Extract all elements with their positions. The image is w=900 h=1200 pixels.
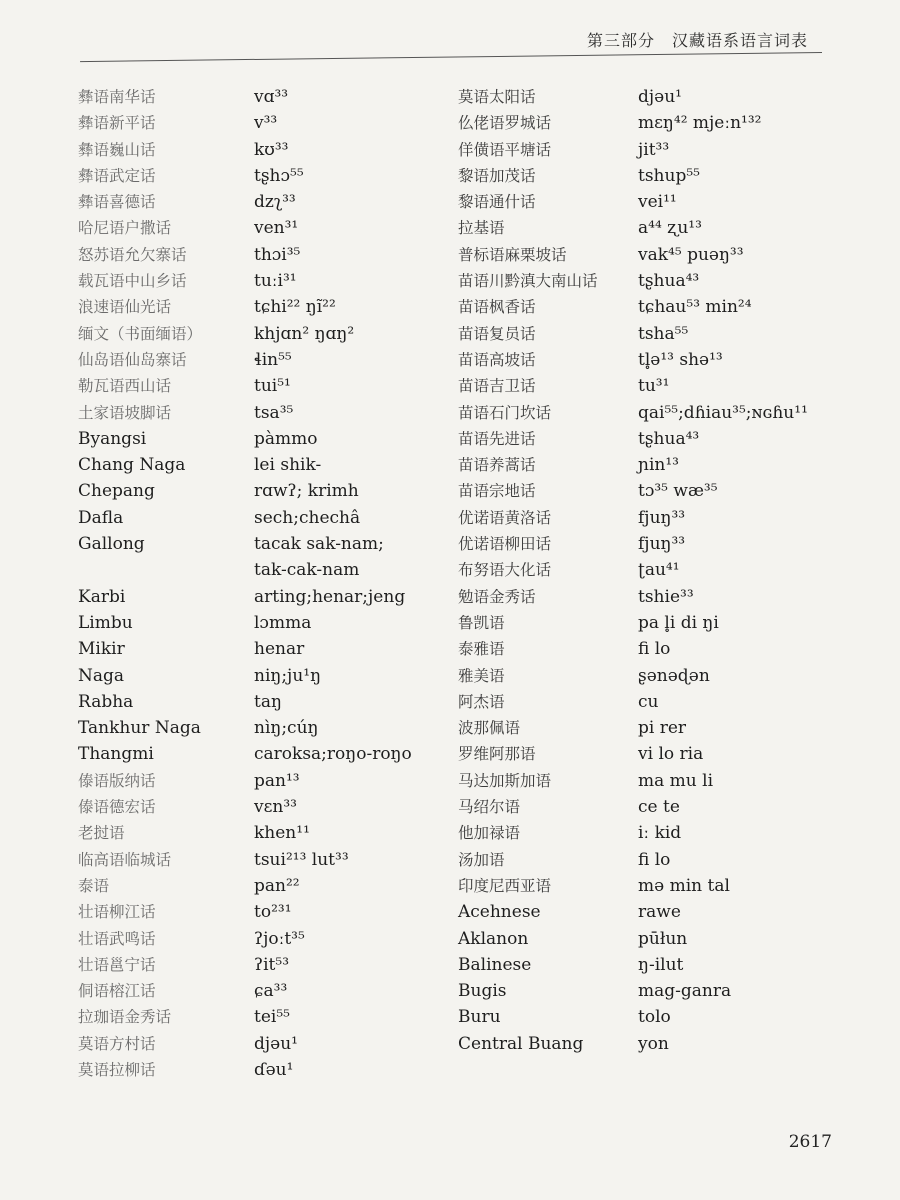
language-name: 哈尼语户撒话: [78, 219, 172, 238]
language-name: Gallong: [78, 534, 145, 555]
vocab-entry: [458, 294, 858, 320]
language-name: 勉语金秀话: [458, 587, 536, 606]
vocab-entry: [458, 321, 858, 347]
vocab-entry: [458, 531, 858, 557]
word-form: tɔ³⁵ wæ³⁵: [638, 481, 718, 502]
word-form: tak-cak-nam: [254, 560, 360, 581]
language-name: Dafla: [78, 507, 124, 528]
word-form: tei⁵⁵: [254, 1007, 290, 1028]
word-form: tɕhi²² ŋĩ²²: [254, 297, 336, 318]
header-rule: [80, 52, 822, 62]
language-name: 普标语麻栗坡话: [458, 245, 567, 264]
word-form: rɑwʔ; krimh: [254, 481, 359, 502]
word-form: tl̥ə¹³ shə¹³: [638, 349, 723, 370]
language-name: 载瓦语中山乡话: [78, 272, 187, 291]
word-form: tsa³⁵: [254, 402, 294, 423]
word-form: khjɑn² ŋɑŋ²: [254, 323, 355, 344]
language-name: Bugis: [458, 981, 507, 1002]
vocab-entry: [458, 505, 858, 531]
language-name: 优诺语黄洛话: [458, 508, 552, 527]
vocab-entry: [458, 452, 858, 478]
word-form: kʊ³³: [254, 139, 289, 160]
vocab-entry: [458, 610, 858, 636]
language-name: 黎语通什话: [458, 193, 536, 212]
word-form: tʂhua⁴³: [638, 271, 700, 292]
language-name: Mikir: [78, 639, 125, 660]
vocab-entry: [458, 636, 858, 662]
language-name: 阿杰语: [458, 692, 505, 711]
language-name: 罗维阿那语: [458, 745, 536, 764]
word-form: yon: [638, 1033, 669, 1054]
language-name: 壮语柳江话: [78, 903, 156, 922]
vocab-entry: [458, 899, 858, 925]
vocab-entry: [458, 84, 858, 110]
word-form: pan²²: [254, 875, 300, 896]
language-name: 苗语先进话: [458, 429, 536, 448]
language-name: 泰语: [78, 876, 110, 895]
language-name: 他加禄语: [458, 824, 521, 843]
language-name: 彝语巍山话: [78, 140, 156, 159]
vocab-entry: [458, 873, 858, 899]
vocab-entry: [458, 478, 858, 504]
vocab-entry: [78, 1057, 598, 1083]
word-form: ma mu li: [638, 770, 714, 791]
word-form: arting;henar;jeng: [254, 586, 406, 607]
word-form: tshie³³: [638, 586, 694, 607]
vocab-entry: [458, 1004, 858, 1030]
language-name: 拉珈语金秀话: [78, 1008, 172, 1027]
language-name: Thangmi: [78, 744, 154, 765]
word-form: nìŋ;cúŋ: [254, 718, 319, 739]
vocab-entry: [458, 978, 858, 1004]
vocab-entry: [458, 663, 858, 689]
language-name: 优诺语柳田话: [458, 535, 552, 554]
language-name: 布努语大化话: [458, 561, 552, 580]
language-name: 勒瓦语西山话: [78, 377, 172, 396]
language-name: 怒苏语允欠寨话: [78, 245, 187, 264]
word-form: to²³¹: [254, 902, 292, 923]
language-name: Byangsi: [78, 428, 147, 449]
language-name: 鲁凯语: [458, 613, 505, 632]
language-name: 苗语石门坎话: [458, 403, 552, 422]
word-form: a⁴⁴ ʐu¹³: [638, 218, 702, 239]
page-number: 2617: [788, 1132, 832, 1152]
language-name: Karbi: [78, 586, 126, 607]
vocab-entry: [458, 952, 858, 978]
word-form: jit³³: [638, 139, 670, 160]
language-name: 临高语临城话: [78, 850, 172, 869]
language-name: 彝语南华话: [78, 88, 156, 106]
vocab-entry: [458, 794, 858, 820]
running-header: 第三部分 汉藏语系语言词表: [586, 31, 808, 50]
word-form: ven³¹: [254, 218, 299, 239]
word-form: thɔi³⁵: [254, 244, 301, 265]
word-form: v³³: [254, 113, 278, 134]
word-form: tʂhua⁴³: [638, 428, 700, 449]
language-name: 泰雅语: [458, 640, 505, 659]
word-form: tsha⁵⁵: [638, 323, 689, 344]
word-form: vɑ³³: [254, 87, 289, 107]
language-name: 仫佬语罗城话: [458, 114, 552, 133]
language-name: 傣语版纳话: [78, 771, 156, 790]
language-name: 老挝语: [78, 824, 125, 843]
word-form: djəu¹: [254, 1033, 298, 1054]
vocab-entry: [458, 242, 858, 268]
language-name: 苗语宗地话: [458, 482, 536, 501]
word-form: fjuŋ³³: [638, 534, 686, 555]
word-form: taŋ: [254, 691, 282, 712]
word-form: ʂənəɖən: [638, 665, 710, 686]
language-name: 雅美语: [458, 666, 505, 685]
vocab-entry: [458, 741, 858, 767]
word-form: pa l̥i di ŋi: [638, 612, 719, 633]
language-name: 浪速语仙光话: [78, 298, 172, 317]
language-name: 苗语养蒿话: [458, 456, 536, 475]
vocab-entry: [458, 768, 858, 794]
language-name: 壮语邕宁话: [78, 955, 156, 974]
vocab-entry: [458, 584, 858, 610]
word-form: dzʅ³³: [254, 192, 296, 213]
language-name: 土家语坡脚话: [78, 403, 172, 422]
language-name: [78, 557, 254, 583]
language-name: 黎语加茂话: [458, 166, 536, 185]
language-name: 莫语拉柳话: [78, 1060, 156, 1079]
word-form: mag-ganra: [638, 981, 732, 1002]
word-form: pi rer: [638, 718, 687, 739]
word-form: tu³¹: [638, 376, 670, 397]
word-form: qai⁵⁵;dɦiau³⁵;ɴɢɦu¹¹: [638, 402, 808, 423]
vocab-entry: [458, 110, 858, 136]
word-form: sech;chechâ: [254, 507, 361, 528]
language-name: 印度尼西亚语: [458, 876, 552, 895]
vocab-entry: [458, 715, 858, 741]
word-form: tɕhau⁵³ min²⁴: [638, 297, 752, 318]
language-name: Rabha: [78, 691, 134, 712]
word-form: ɗəu¹: [254, 1059, 294, 1080]
language-name: 壮语武鸣话: [78, 929, 156, 948]
word-form: niŋ;ju¹ŋ: [254, 665, 322, 686]
word-form: tʂhɔ⁵⁵: [254, 165, 304, 186]
word-form: djəu¹: [638, 87, 682, 107]
language-name: 傣语德宏话: [78, 798, 156, 817]
vocab-entry: [458, 163, 858, 189]
vocab-entry: [458, 926, 858, 952]
word-form: pàmmo: [254, 428, 318, 449]
word-form: lɔmma: [254, 612, 312, 633]
word-form: fi lo: [638, 639, 671, 660]
word-form: pūłun: [638, 928, 688, 949]
language-name: Chepang: [78, 481, 155, 502]
word-form: tshup⁵⁵: [638, 165, 700, 186]
word-form: vi lo ria: [638, 744, 704, 765]
word-form: ɲin¹³: [638, 455, 679, 476]
language-name: 苗语吉卫话: [458, 377, 536, 396]
word-form: henar: [254, 639, 305, 660]
word-form: tsui²¹³ lut³³: [254, 849, 349, 870]
language-name: 彝语武定话: [78, 166, 156, 185]
vocab-entry: [458, 557, 858, 583]
word-form: ʔjoːt³⁵: [254, 928, 305, 949]
word-form: tui⁵¹: [254, 376, 291, 397]
language-name: 拉基语: [458, 219, 505, 238]
word-form: tuːi³¹: [254, 271, 297, 292]
vocab-entry: [458, 215, 858, 241]
language-name: 彝语新平话: [78, 114, 156, 133]
word-form: vɛn³³: [254, 797, 297, 818]
word-form: caroksa;roŋo-roŋo: [254, 744, 412, 765]
vocab-entry: [458, 347, 858, 373]
vocab-entry: [458, 820, 858, 846]
vocab-entry: [458, 847, 858, 873]
word-form: khen¹¹: [254, 823, 310, 844]
word-form: vak⁴⁵ puəŋ³³: [638, 244, 744, 265]
language-name: 缅文（书面缅语）: [78, 324, 203, 343]
word-form: mə min tal: [638, 875, 730, 896]
vocab-entry: [458, 268, 858, 294]
right-column: [458, 84, 858, 1057]
language-name: 莫语方村话: [78, 1034, 156, 1053]
language-name: 佯僙语平塘话: [458, 140, 552, 159]
vocab-entry: [458, 426, 858, 452]
language-name: Central Buang: [458, 1033, 584, 1054]
word-form: pan¹³: [254, 770, 300, 791]
word-form: rawe: [638, 902, 681, 923]
language-name: 汤加语: [458, 850, 505, 869]
word-form: tacak sak-nam;: [254, 534, 384, 555]
vocab-entry: [458, 373, 858, 399]
word-form: fjuŋ³³: [638, 507, 686, 528]
word-form: ɕa³³: [254, 981, 288, 1002]
word-form: ɬin⁵⁵: [254, 349, 292, 370]
word-form: vei¹¹: [638, 192, 677, 213]
language-name: Balinese: [458, 954, 532, 975]
language-name: 苗语川黔滇大南山话: [458, 272, 598, 291]
language-name: Naga: [78, 665, 125, 686]
vocab-entry: [458, 1031, 858, 1057]
word-form: ʈau⁴¹: [638, 560, 680, 581]
language-name: Tankhur Naga: [78, 718, 201, 739]
word-form: ŋ-ilut: [638, 954, 684, 975]
vocab-entry: [458, 400, 858, 426]
word-form: mɛŋ⁴² mjeːn¹³²: [638, 113, 762, 134]
language-name: 波那佩语: [458, 719, 521, 738]
language-name: Aklanon: [458, 928, 529, 949]
word-form: lei shik-: [254, 455, 322, 476]
language-name: 侗语榕江话: [78, 982, 156, 1001]
word-form: tolo: [638, 1007, 671, 1028]
language-name: 马达加斯加语: [458, 771, 552, 790]
language-name: 马绍尔语: [458, 798, 521, 817]
language-name: 苗语高坡话: [458, 350, 536, 369]
vocab-entry: [458, 137, 858, 163]
word-form: fi lo: [638, 849, 671, 870]
word-form: ce te: [638, 797, 680, 818]
word-form: cu: [638, 691, 659, 712]
language-name: 彝语喜德话: [78, 193, 156, 212]
language-name: 莫语太阳话: [458, 88, 536, 106]
language-name: 苗语复员话: [458, 324, 536, 343]
vocab-entry: [458, 189, 858, 215]
word-form: iː kid: [638, 823, 682, 844]
language-name: 仙岛语仙岛寨话: [78, 350, 187, 369]
language-name: 苗语枫香话: [458, 298, 536, 317]
language-name: Buru: [458, 1007, 501, 1028]
vocab-entry: [458, 689, 858, 715]
word-form: ʔit⁵³: [254, 954, 290, 975]
language-name: Limbu: [78, 612, 133, 633]
language-name: Acehnese: [458, 902, 541, 923]
language-name: Chang Naga: [78, 455, 186, 476]
